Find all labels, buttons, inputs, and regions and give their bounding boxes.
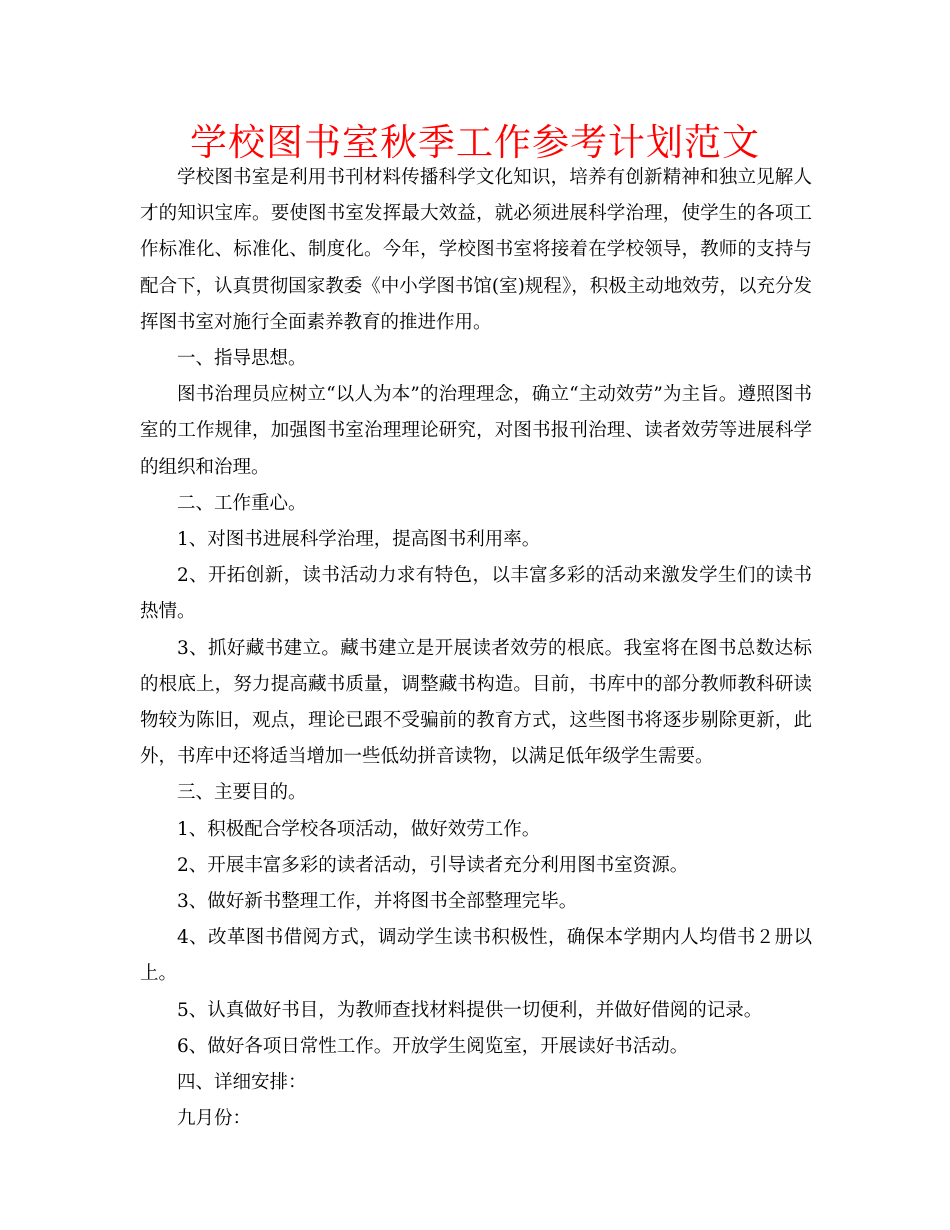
work-focus-item-3: 3、抓好藏书建立。藏书建立是开展读者效劳的根底。我室将在图书总数达标的根底上，努力提高藏书质量，调整藏书构造。目前，书库中的部分教师教科研读物较为陈旧，观点，理论已跟不受骗前的教育方式，这些图书将逐步剔除更新，此外，书库中还将适当增加一些低幼拼音读物，以满足低年级学生需要。 <box>140 637 812 768</box>
work-focus-item-2: 2、开拓创新，读书活动力求有特色，以丰富多彩的活动来激发学生们的读书热情。 <box>140 565 812 623</box>
month-heading-september: 九月份： <box>177 1108 252 1130</box>
section-heading-guiding-thought: 一、指导思想。 <box>177 348 307 370</box>
document-body <box>140 160 812 1137</box>
main-goal-item-2: 2、开展丰富多彩的读者活动，引导读者充分利用图书室资源。 <box>177 854 689 876</box>
main-goal-item-5: 5、认真做好书目，为教师查找材料提供一切便利，并做好借阅的记录。 <box>177 999 763 1021</box>
section-heading-detailed-plan: 四、详细安排： <box>177 1072 307 1094</box>
section-heading-work-focus: 二、工作重心。 <box>177 492 307 514</box>
section-heading-main-goals: 三、主要目的。 <box>177 782 307 804</box>
document-title: 学校图书室秋季工作参考计划范文 <box>190 121 760 164</box>
intro-paragraph: 学校图书室是利用书刊材料传播科学文化知识，培养有创新精神和独立见解人才的知识宝库。要使图书室发挥最大效益，就必须进展科学治理，使学生的各项工作标准化、标准化、制度化。今年，学校图书室将接着在学校领导，教师的支持与配合下，认真贯彻国家教委《中小学图书馆(室)规程》，积极主动地效劳，以充分发挥图书室对施行全面素养教育的推进作用。 <box>140 167 812 333</box>
guiding-thought-paragraph: 图书治理员应树立“以人为本”的治理理念，确立“主动效劳”为主旨。遵照图书室的工作规律，加强图书室治理理论研究，对图书报刊治理、读者效劳等进展科学的组织和治理。 <box>140 384 812 478</box>
main-goal-item-4: 4、改革图书借阅方式，调动学生读书积极性，确保本学期内人均借书２册以上。 <box>140 927 812 985</box>
main-goal-item-3: 3、做好新书整理工作，并将图书全部整理完毕。 <box>177 891 578 913</box>
main-goal-item-1: 1、积极配合学校各项活动，做好效劳工作。 <box>177 818 541 840</box>
main-goal-item-6: 6、做好各项日常性工作。开放学生阅览室，开展读好书活动。 <box>177 1035 689 1057</box>
work-focus-item-1: 1、对图书进展科学治理，提高图书利用率。 <box>177 529 541 551</box>
